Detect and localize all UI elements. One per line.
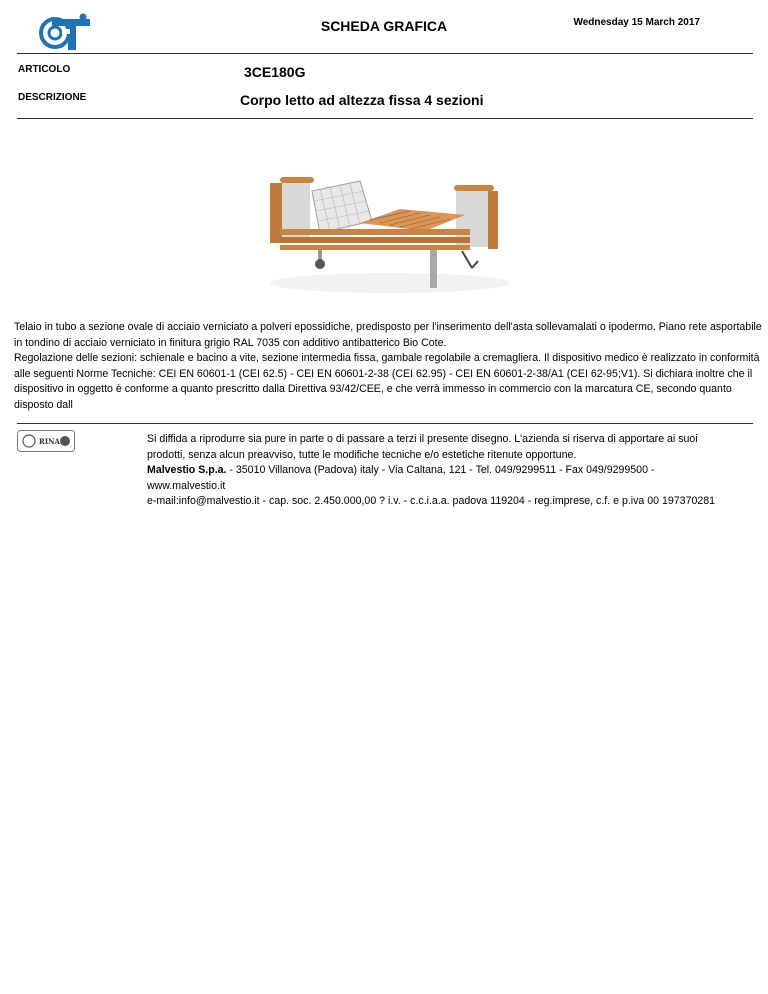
description-paragraph-2: Regolazione delle sezioni: schienale e bacino a vite, sezione intermedia fissa, gambale regolabile a cremagliera. Il dispositivo medico è realizzato in conformità alle seguenti Norme Tecniche: CEI EN 60601-1 (CEI 62.5) - CEI EN 60601-2-38 (CEI 62.95) - CEI EN 60601-2-38/A1 (CEI 62-95;V1). Si dichiara inoltre che il dispositivo in oggetto è conforme a quanto prescritto dalla Direttiva 93/42/CEE, e che verrà immesso in commercio con la marcatura CE, secondo quanto disposto dall [14, 352, 760, 411]
articolo-label: ARTICOLO [18, 64, 71, 75]
descrizione-label: DESCRIZIONE [18, 92, 87, 103]
footer-legal: e-mail:info@malvestio.it - cap. soc. 2.450.000,00 ? i.v. - c.c.i.a.a. padova 119204 - reg.imprese, c.f. e p.iva 00 197370281 [147, 495, 716, 507]
product-description [14, 320, 762, 413]
descrizione-value: Corpo letto ad altezza fissa 4 sezioni [240, 92, 484, 108]
header-divider [17, 53, 753, 54]
footer-company-info [147, 463, 727, 494]
company-address: - 35010 Villanova (Padova) italy - Via Caltana, 121 - Tel. 049/9299511 - Fax 049/9299500 - www.malvestio.it [147, 464, 655, 492]
articolo-value: 3CE180G [244, 64, 306, 80]
company-name: Malvestio S.p.a. [147, 464, 227, 476]
description-paragraph-1: Telaio in tubo a sezione ovale di acciaio verniciato a polveri epossidiche, predisposto per l'inserimento dell'asta sollevamalati o ipodermo. Piano rete asportabile in tondino di acciaio verniciato in finitura grigio RAL 7035 con additivo antibatterico Bio Cote. [14, 321, 762, 349]
document-date: Wednesday 15 March 2017 [573, 17, 700, 28]
footer-block [147, 432, 727, 510]
fields-divider [17, 118, 753, 119]
rina-certification-logo [17, 430, 75, 452]
footer-disclaimer: Si diffida a riprodurre sia pure in parte o di passare a terzi il presente disegno. L'azienda si riserva di apportare ai suoi prodotti, senza alcun preavviso, tutte le modifiche tecniche e/o estetiche ritenute opportune. [147, 433, 698, 461]
rina-text: RINA [39, 437, 60, 446]
product-image-bed [250, 133, 518, 308]
footer-divider [17, 423, 753, 424]
document-title: SCHEDA GRAFICA [320, 18, 448, 34]
